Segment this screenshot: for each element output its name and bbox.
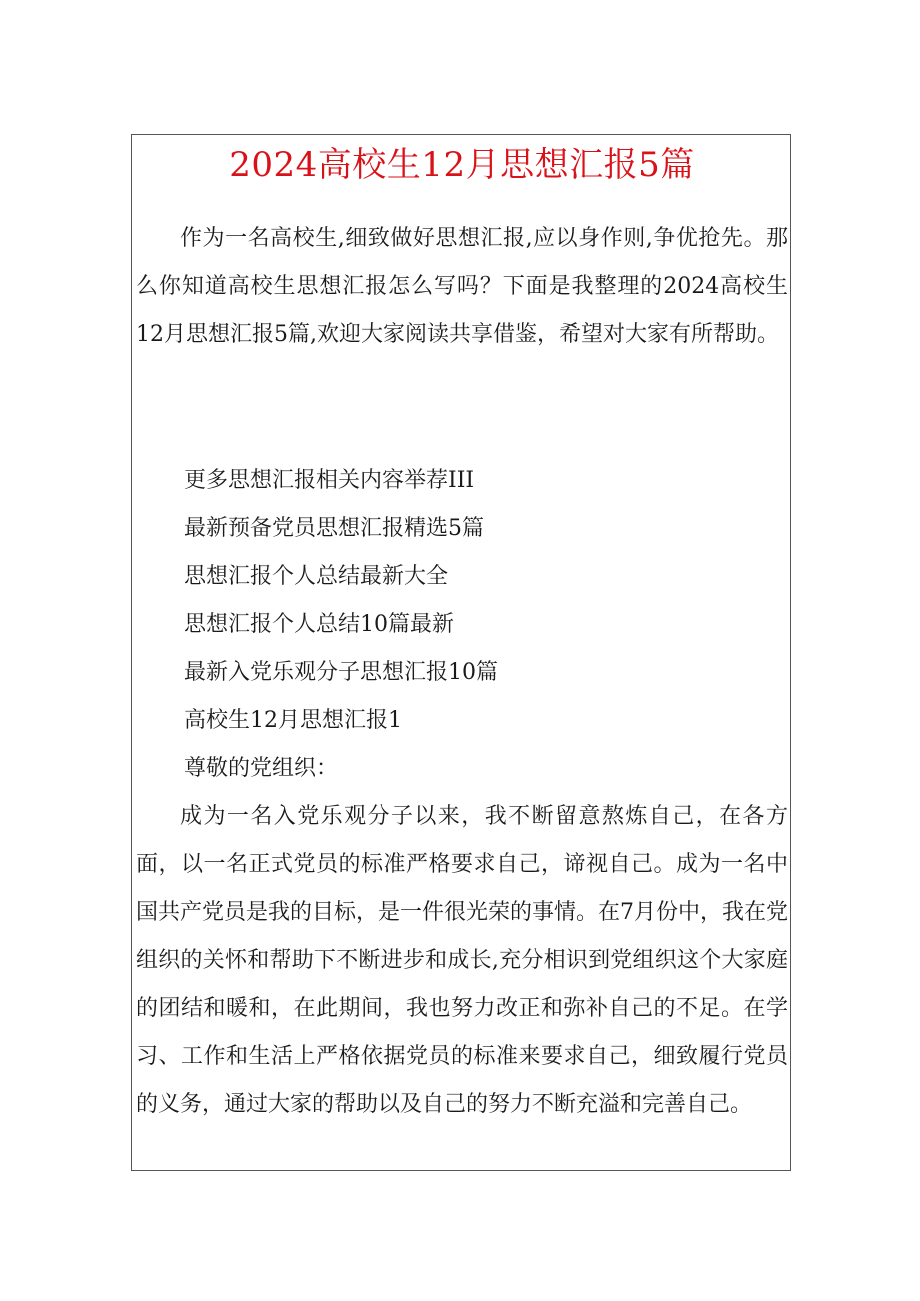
body-paragraph: 成为一名入党乐观分子以来，我不断留意熬炼自己，在各方面，以一名正式党员的标准严格要求自己，谛视自己。成为一名中国共产党员是我的目标，是一件很光荣的事情。在7月份中，我在党组织的关怀和帮助下不断进步和成长,充分相识到党组织这个大家庭的团结和暖和，在此期间，我也努力改正和弥补自己的不足。在学习、工作和生活上严格依据党员的标准来要求自己，细致履行党员的义务，通过大家的帮助以及自己的努力不断充溢和完善自己。: [136, 804, 788, 1117]
related-link[interactable]: 思想汇报个人总结10篇最新: [184, 612, 454, 637]
section-title: 高校生12月思想汇报1: [184, 708, 402, 733]
related-link[interactable]: 最新入党乐观分子思想汇报10篇: [184, 660, 498, 685]
salutation: 尊敬的党组织：: [184, 756, 339, 781]
intro-paragraph: 作为一名高校生,细致做好思想汇报,应以身作则,争优抢先。那么你知道高校生思想汇报怎么写吗？下面是我整理的2024高校生12月思想汇报5篇,欢迎大家阅读共享借鉴，希望对大家有所帮助。: [136, 226, 788, 347]
document-frame: [131, 134, 791, 1171]
document-title: 2024高校生12月思想汇报5篇: [229, 145, 695, 185]
related-link[interactable]: 思想汇报个人总结最新大全: [184, 564, 449, 589]
related-link[interactable]: 最新预备党员思想汇报精选5篇: [184, 516, 484, 541]
related-heading: 更多思想汇报相关内容举荐III: [184, 468, 475, 493]
